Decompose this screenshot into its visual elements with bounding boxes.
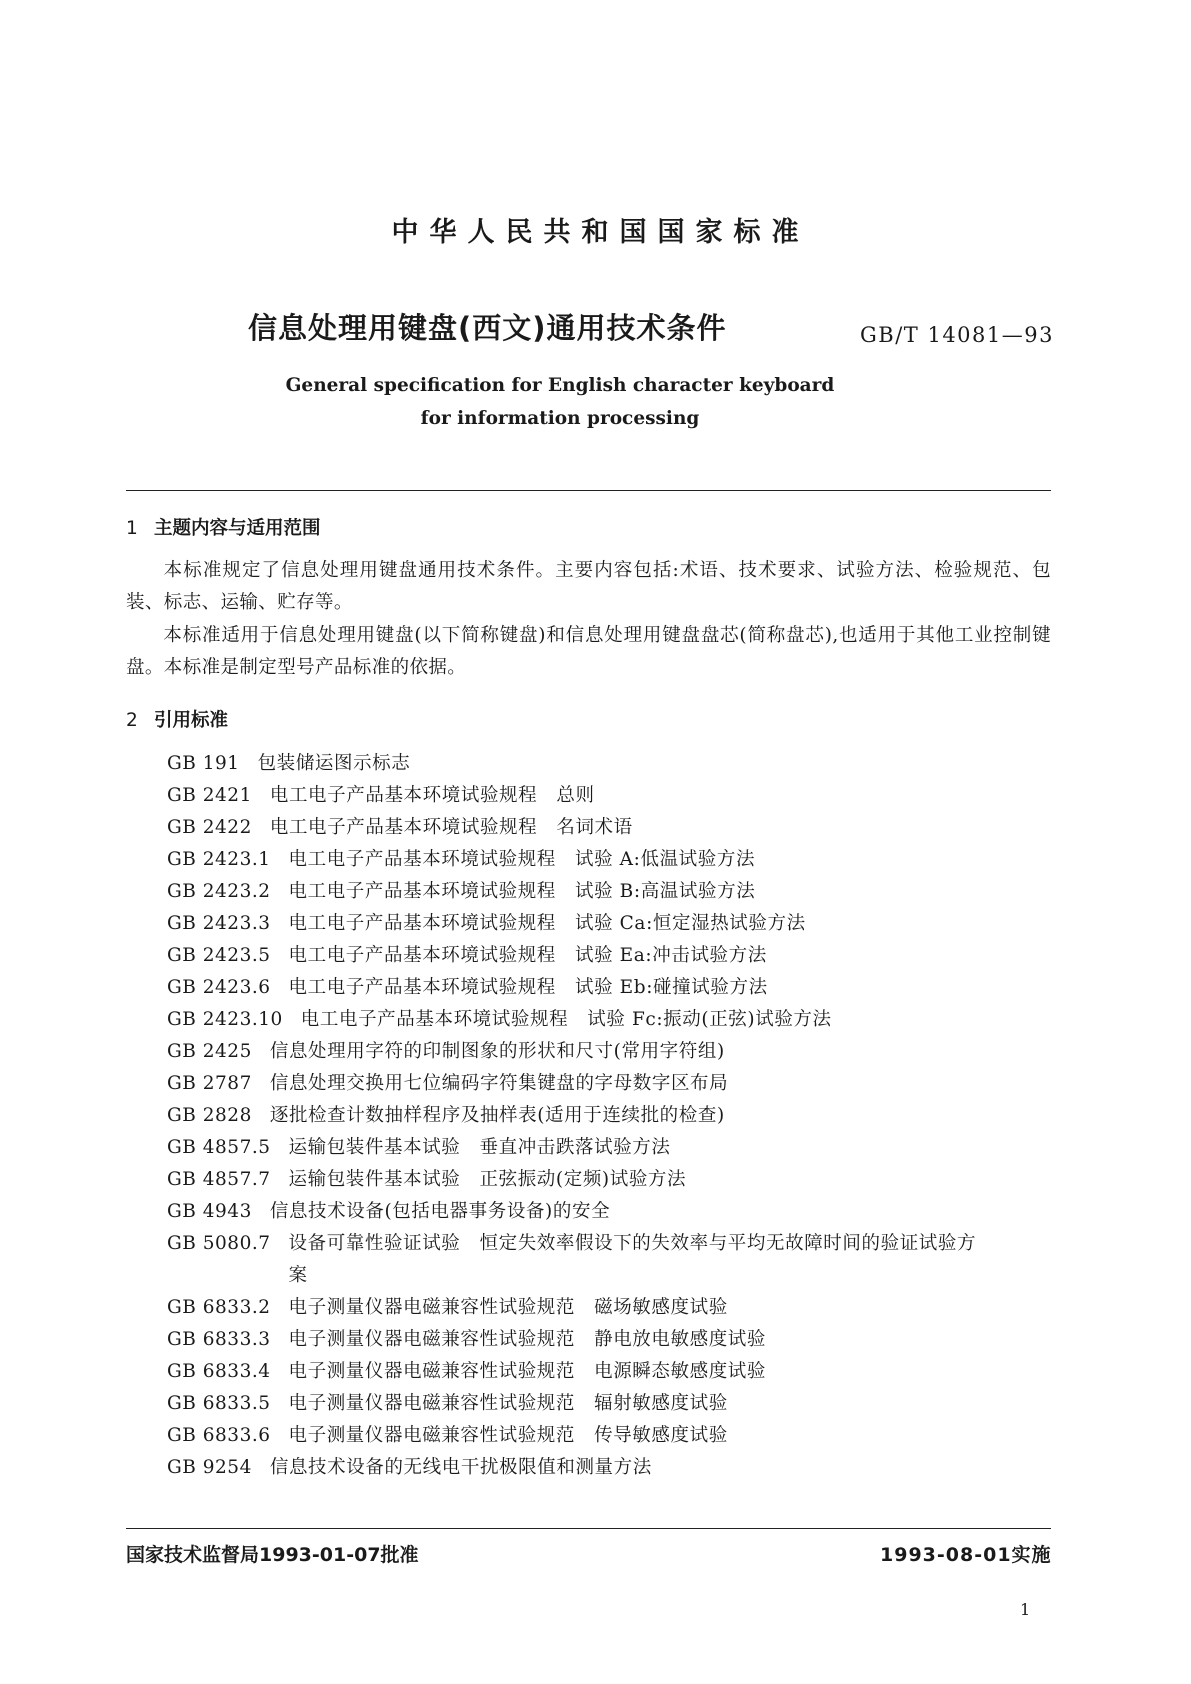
referenced-standards-list <box>167 748 1057 1484</box>
reference-title: 电子测量仪器电磁兼容性试验规范 辐射敏感度试验 <box>288 1393 728 1414</box>
reference-title: 电子测量仪器电磁兼容性试验规范 电源瞬态敏感度试验 <box>288 1361 767 1382</box>
section-1-heading <box>126 514 321 540</box>
reference-title: 电工电子产品基本环境试验规程 试验 Ca:恒定湿热试验方法 <box>288 913 806 934</box>
section-1-paragraph-1-text: 本标准规定了信息处理用键盘通用技术条件。主要内容包括:术语、技术要求、试验方法、检验规范、包装、标志、运输、贮存等。 <box>126 560 1051 613</box>
reference-code: GB 2423.5 <box>167 945 271 966</box>
reference-item <box>167 1100 1057 1132</box>
reference-title: 信息技术设备(包括电器事务设备)的安全 <box>269 1201 611 1222</box>
reference-title: 电工电子产品基本环境试验规程 总则 <box>269 785 595 806</box>
english-title-line-2: for information processing <box>420 408 700 429</box>
reference-item <box>167 1452 1057 1484</box>
reference-title: 逐批检查计数抽样程序及抽样表(适用于连续批的检查) <box>269 1105 725 1126</box>
reference-item <box>167 748 1057 780</box>
reference-title: 电工电子产品基本环境试验规程 名词术语 <box>269 817 633 838</box>
section-2-number: 2 <box>126 710 138 731</box>
page-number: 1 <box>1020 1600 1031 1619</box>
reference-item <box>167 1004 1057 1036</box>
reference-item <box>167 972 1057 1004</box>
reference-code: GB 6833.4 <box>167 1361 271 1382</box>
reference-code: GB 2423.2 <box>167 881 271 902</box>
reference-title: 信息处理用字符的印制图象的形状和尺寸(常用字符组) <box>269 1041 725 1062</box>
reference-item <box>167 1196 1057 1228</box>
reference-code: GB 2421 <box>167 785 252 806</box>
reference-title: 电工电子产品基本环境试验规程 试验 Eb:碰撞试验方法 <box>288 977 768 998</box>
reference-title: 信息技术设备的无线电干扰极限值和测量方法 <box>269 1457 652 1478</box>
document-title: 信息处理用键盘(西文)通用技术条件 <box>248 311 727 345</box>
standard-code: GB/T 14081—93 <box>860 323 1054 347</box>
reference-code: GB 2425 <box>167 1041 252 1062</box>
reference-item <box>167 1292 1057 1324</box>
reference-title: 电工电子产品基本环境试验规程 试验 Ea:冲击试验方法 <box>288 945 767 966</box>
approval-date: 国家技术监督局1993-01-07批准 <box>126 1544 419 1566</box>
reference-item <box>167 1164 1057 1196</box>
reference-code: GB 6833.2 <box>167 1297 271 1318</box>
section-1-paragraph-2 <box>126 620 1051 684</box>
reference-code: GB 9254 <box>167 1457 252 1478</box>
reference-title: 运输包装件基本试验 正弦振动(定频)试验方法 <box>288 1169 687 1190</box>
reference-title: 电工电子产品基本环境试验规程 试验 Fc:振动(正弦)试验方法 <box>300 1009 832 1030</box>
reference-code: GB 6833.6 <box>167 1425 271 1446</box>
reference-title: 运输包装件基本试验 垂直冲击跌落试验方法 <box>288 1137 671 1158</box>
reference-code: GB 2422 <box>167 817 252 838</box>
reference-code: GB 2828 <box>167 1105 252 1126</box>
reference-item <box>167 1420 1057 1452</box>
reference-code: GB 5080.7 <box>167 1233 271 1254</box>
reference-title: 信息处理交换用七位编码字符集键盘的字母数字区布局 <box>269 1073 729 1094</box>
reference-item <box>167 844 1057 876</box>
section-1-paragraph-1 <box>126 555 1051 619</box>
reference-item <box>167 1228 1057 1292</box>
section-1-number: 1 <box>126 518 138 539</box>
standard-header-title: 中华人民共和国国家标准 <box>391 217 810 248</box>
section-1-heading-text: 主题内容与适用范围 <box>154 518 321 539</box>
reference-item <box>167 908 1057 940</box>
effective-date: 1993-08-01实施 <box>880 1544 1052 1566</box>
reference-item <box>167 1388 1057 1420</box>
reference-code: GB 191 <box>167 753 240 774</box>
section-1-paragraph-2-text: 本标准适用于信息处理用键盘(以下简称键盘)和信息处理用键盘盘芯(简称盘芯),也适用于其他工业控制键盘。本标准是制定型号产品标准的依据。 <box>126 625 1051 678</box>
section-2-heading <box>126 706 228 732</box>
reference-code: GB 4943 <box>167 1201 252 1222</box>
reference-title-continuation: 案 <box>288 1265 308 1286</box>
reference-code: GB 6833.5 <box>167 1393 271 1414</box>
reference-title: 电子测量仪器电磁兼容性试验规范 磁场敏感度试验 <box>288 1297 728 1318</box>
section-2-heading-text: 引用标准 <box>154 710 229 731</box>
reference-item <box>167 812 1057 844</box>
reference-code: GB 4857.5 <box>167 1137 271 1158</box>
reference-title: 设备可靠性验证试验 恒定失效率假设下的失效率与平均无故障时间的验证试验方 <box>288 1233 977 1254</box>
reference-code: GB 6833.3 <box>167 1329 271 1350</box>
reference-title: 电工电子产品基本环境试验规程 试验 B:高温试验方法 <box>288 881 756 902</box>
reference-code: GB 2423.10 <box>167 1009 283 1030</box>
reference-item <box>167 1068 1057 1100</box>
reference-item <box>167 1324 1057 1356</box>
reference-title: 包装储运图示标志 <box>257 753 411 774</box>
reference-item <box>167 1132 1057 1164</box>
reference-item <box>167 876 1057 908</box>
reference-item <box>167 1356 1057 1388</box>
reference-code: GB 2423.1 <box>167 849 271 870</box>
reference-code: GB 2787 <box>167 1073 252 1094</box>
reference-code: GB 2423.6 <box>167 977 271 998</box>
bottom-divider <box>126 1528 1051 1529</box>
reference-title: 电工电子产品基本环境试验规程 试验 A:低温试验方法 <box>288 849 756 870</box>
reference-item <box>167 940 1057 972</box>
english-title-line-1: General specification for English character keyboard <box>285 375 835 396</box>
reference-title: 电子测量仪器电磁兼容性试验规范 静电放电敏感度试验 <box>288 1329 767 1350</box>
reference-code: GB 4857.7 <box>167 1169 271 1190</box>
reference-item <box>167 1036 1057 1068</box>
reference-code: GB 2423.3 <box>167 913 271 934</box>
top-divider <box>126 490 1051 491</box>
reference-item <box>167 780 1057 812</box>
reference-title: 电子测量仪器电磁兼容性试验规范 传导敏感度试验 <box>288 1425 728 1446</box>
